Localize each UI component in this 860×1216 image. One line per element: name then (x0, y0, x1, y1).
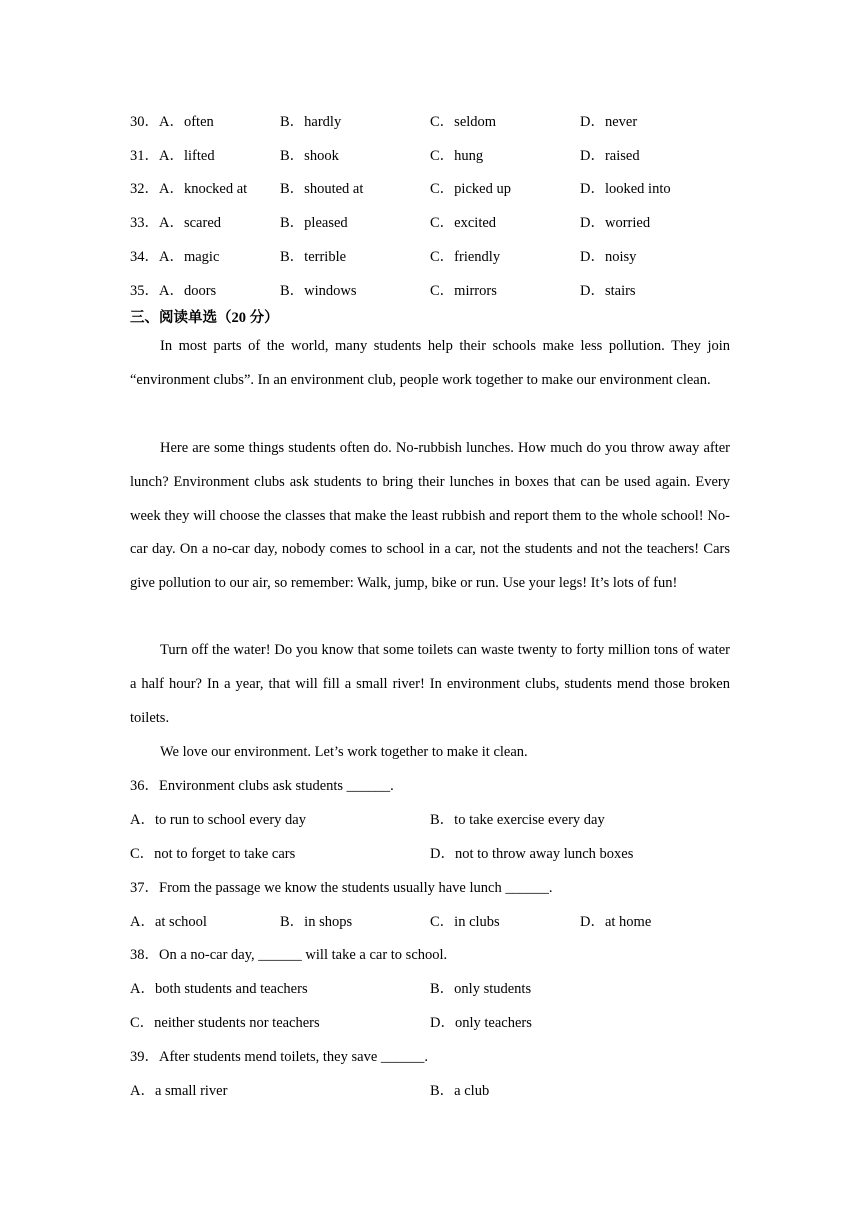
option-d: D．at home (580, 914, 652, 930)
option-a: A．at school (130, 914, 207, 930)
option-c: C．seldom (430, 114, 497, 130)
option-c: C．in clubs (430, 914, 500, 930)
option-b: B．shouted at (280, 181, 364, 197)
passage-paragraph-2: Here are some things students often do. No-rubbish lunches. How much do you throw away after lunch? Environment clubs ask students to bring their lunches in boxes that can be used again. Every week they will choose the classes that make the least rubbish and report them to the whole school! No-car day. On a no-car day, nobody comes to school in a car, not the students and not the teachers! Cars give pollution to our air, so remember: Walk, jump, bike or run. Use your legs! It’s lots of fun! (130, 440, 730, 592)
option-b: B．windows (280, 283, 357, 299)
option-b: B．to take exercise every day (430, 812, 605, 828)
question-number: 31．A．lifted (130, 148, 215, 164)
passage-paragraph-1: In most parts of the world, many students help their schools make less pollution. They join “environment clubs”. In an environment club, people work together to make our environment clean. (130, 338, 730, 388)
option-d: D．stairs (580, 283, 636, 299)
option-d: D．only teachers (430, 1015, 532, 1031)
passage-paragraph-3: Turn off the water! Do you know that some toilets can waste twenty to forty million tons of water a half hour? In a year, that will fill a small river! In environment clubs, students mend those broken toilets. (130, 642, 730, 726)
option-d: D．noisy (580, 249, 637, 265)
option-a: A．a small river (130, 1083, 228, 1099)
option-c: C．hung (430, 148, 484, 164)
question-number: 35．A．doors (130, 283, 217, 299)
option-d: D．never (580, 114, 638, 130)
passage-paragraph-4: We love our environment. Let’s work together to make it clean. (160, 744, 528, 760)
option-c: C．excited (430, 215, 497, 231)
section-heading: 三、阅读单选（20 分） (130, 310, 279, 326)
option-c: C．friendly (430, 249, 501, 265)
option-b: B．pleased (280, 215, 348, 231)
option-a: A．to run to school every day (130, 812, 306, 828)
option-b: B．shook (280, 148, 339, 164)
question-number: 33．A．scared (130, 215, 222, 231)
option-b: B．only students (430, 981, 532, 997)
question-39-stem: 39．After students mend toilets, they save ______. (130, 1049, 429, 1065)
option-c: C．picked up (430, 181, 511, 197)
option-c: C．neither students nor teachers (130, 1015, 320, 1031)
option-d: D．looked into (580, 181, 671, 197)
option-b: B．terrible (280, 249, 347, 265)
question-number: 32．A．knocked at (130, 181, 248, 197)
question-37-stem: 37．From the passage we know the students usually have lunch ______. (130, 880, 553, 896)
option-c: C．mirrors (430, 283, 497, 299)
option-b: B．in shops (280, 914, 353, 930)
option-d: D．not to throw away lunch boxes (430, 846, 634, 862)
option-b: B．hardly (280, 114, 342, 130)
question-number: 34．A．magic (130, 249, 220, 265)
option-c: C．not to forget to take cars (130, 846, 296, 862)
option-d: D．worried (580, 215, 651, 231)
question-38-stem: 38．On a no-car day, ______ will take a car to school. (130, 947, 448, 963)
option-d: D．raised (580, 148, 640, 164)
question-36-stem: 36．Environment clubs ask students ______. (130, 778, 394, 794)
option-a: A．both students and teachers (130, 981, 308, 997)
question-number: 30．A．often (130, 114, 214, 130)
option-b: B．a club (430, 1083, 490, 1099)
